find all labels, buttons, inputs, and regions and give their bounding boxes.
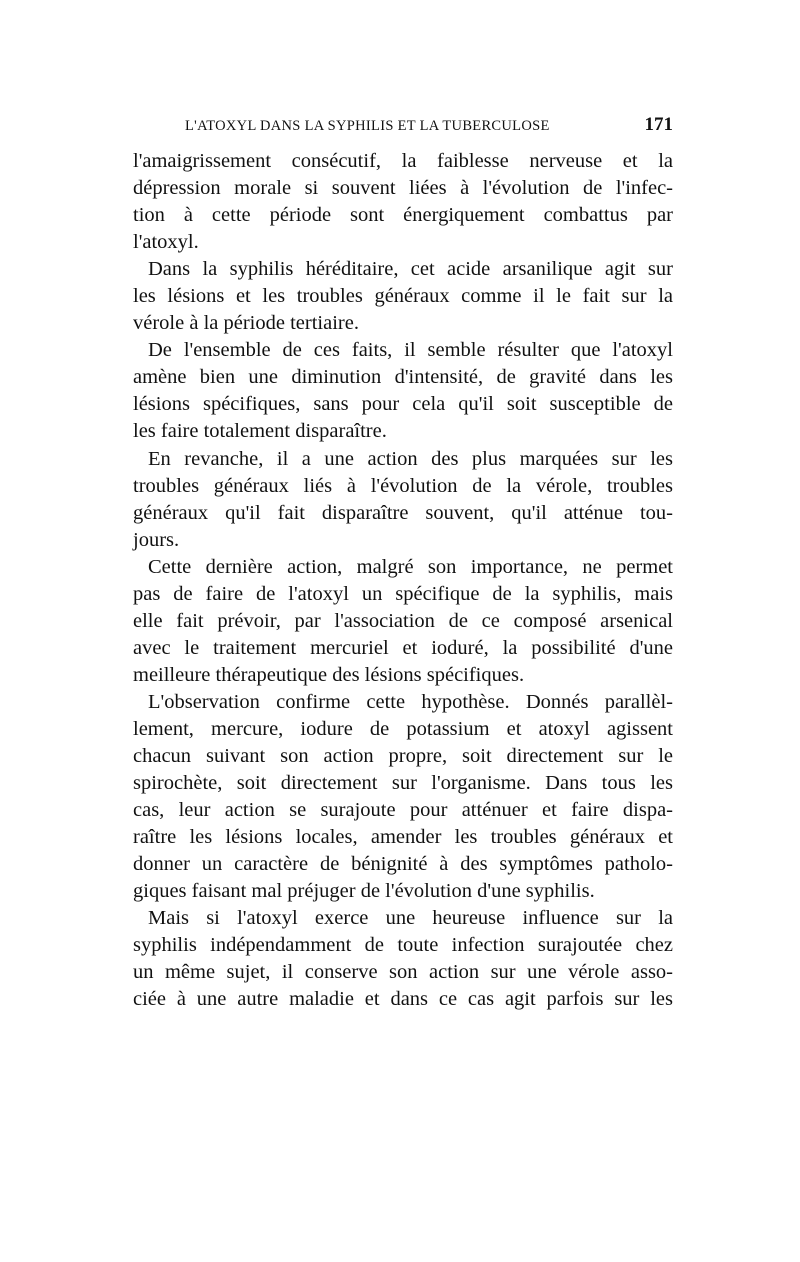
text-line: cas, leur action se surajoute pour atténuer et faire dispa- xyxy=(133,799,673,822)
page-number: 171 xyxy=(644,114,673,135)
text-line: dépression morale si souvent liées à l'évolution de l'infec- xyxy=(133,177,673,200)
text-line: syphilis indépendamment de toute infection surajoutée chez xyxy=(133,934,673,957)
body-text xyxy=(133,148,673,1014)
text-line: les lésions et les troubles généraux comme il le fait sur la xyxy=(133,285,673,308)
running-header xyxy=(133,114,673,140)
text-line: En revanche, il a une action des plus marquées sur les xyxy=(148,447,673,470)
text-line: chacun suivant son action propre, soit directement sur le xyxy=(133,745,673,768)
text-line: De l'ensemble de ces faits, il semble résulter que l'atoxyl xyxy=(148,339,673,362)
text-line: avec le traitement mercuriel et ioduré, la possibilité d'une xyxy=(133,636,673,659)
running-title: L'ATOXYL DANS LA SYPHILIS ET LA TUBERCULOSE xyxy=(185,118,550,134)
text-line: L'observation confirme cette hypothèse. Donnés parallèl- xyxy=(148,690,673,713)
text-line: lésions spécifiques, sans pour cela qu'il soit susceptible de xyxy=(133,393,673,416)
text-line: Dans la syphilis héréditaire, cet acide arsanilique agit sur xyxy=(148,258,673,281)
text-line: meilleure thérapeutique des lésions spécifiques. xyxy=(133,663,525,686)
text-line: spirochète, soit directement sur l'organisme. Dans tous les xyxy=(133,772,673,795)
text-line: elle fait prévoir, par l'association de ce composé arsenical xyxy=(133,609,673,632)
text-line: l'atoxyl. xyxy=(133,231,199,254)
text-line: Mais si l'atoxyl exerce une heureuse influence sur la xyxy=(148,907,673,930)
text-line: amène bien une diminution d'intensité, de gravité dans les xyxy=(133,366,673,389)
text-line: l'amaigrissement consécutif, la faiblesse nerveuse et la xyxy=(133,150,673,172)
text-line: troubles généraux liés à l'évolution de la vérole, troubles xyxy=(133,474,673,497)
text-line: ciée à une autre maladie et dans ce cas agit parfois sur les xyxy=(133,988,673,1011)
text-line: raître les lésions locales, amender les troubles généraux et xyxy=(133,826,673,849)
text-line: lement, mercure, iodure de potassium et atoxyl agissent xyxy=(133,717,673,740)
text-line: les faire totalement disparaître. xyxy=(133,420,387,443)
text-line: giques faisant mal préjuger de l'évolution d'une syphilis. xyxy=(133,880,595,903)
text-line: donner un caractère de bénignité à des symptômes patholo- xyxy=(133,853,673,876)
text-line: généraux qu'il fait disparaître souvent, qu'il atténue tou- xyxy=(133,501,673,524)
text-line: Cette dernière action, malgré son importance, ne permet xyxy=(148,555,673,578)
text-line: un même sujet, il conserve son action sur une vérole asso- xyxy=(133,961,673,984)
text-line: vérole à la période tertiaire. xyxy=(133,312,359,335)
text-line: tion à cette période sont énergiquement combattus par xyxy=(133,204,673,227)
text-line: pas de faire de l'atoxyl un spécifique de la syphilis, mais xyxy=(133,582,673,605)
text-line: jours. xyxy=(133,528,180,551)
